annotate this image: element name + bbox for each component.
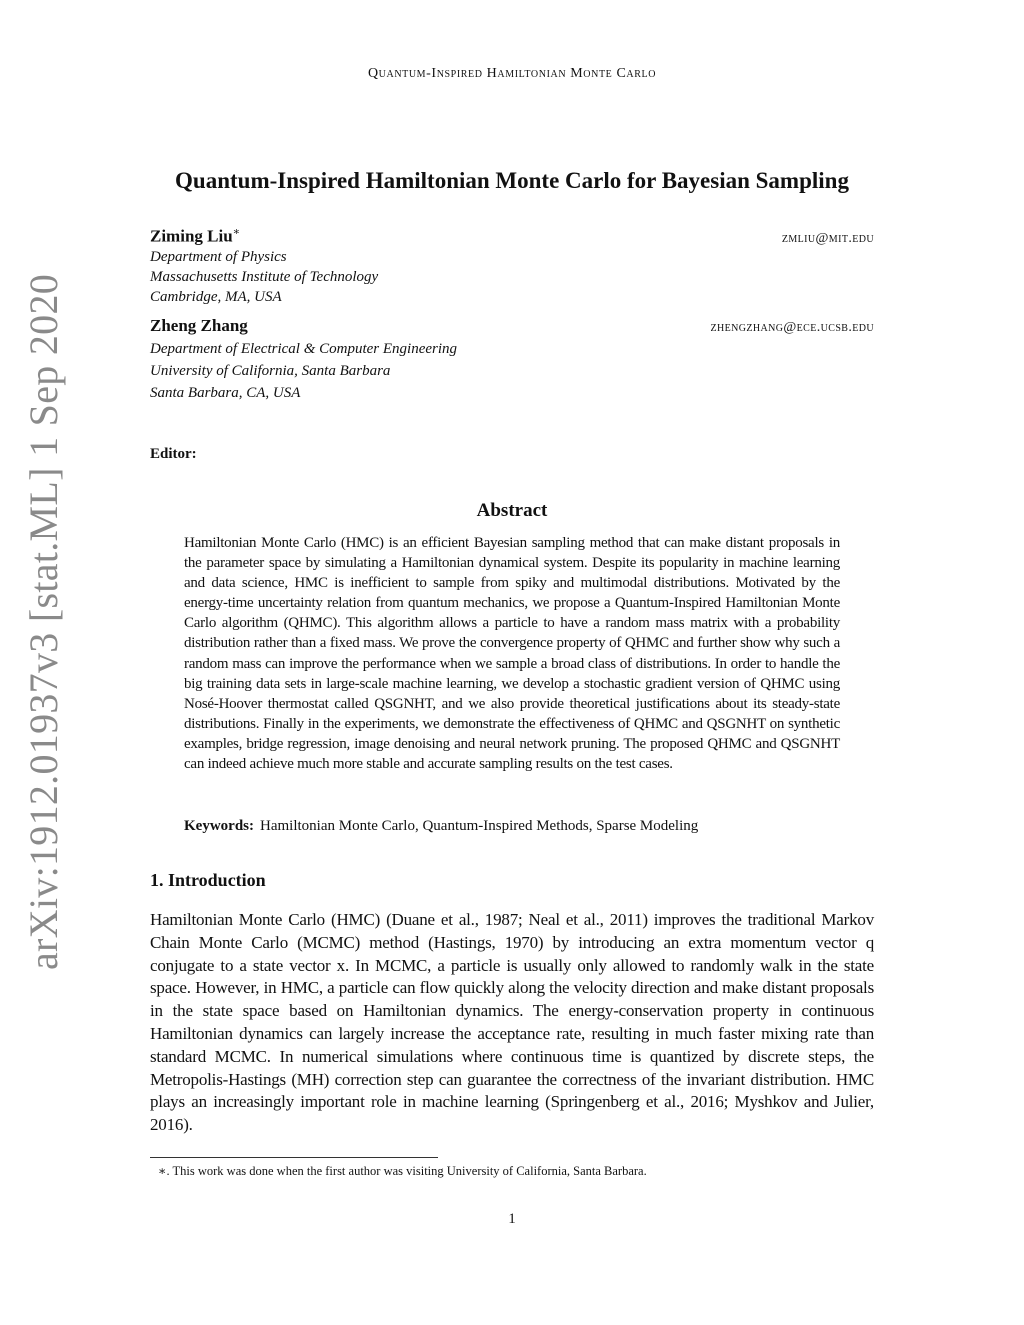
affiliation-line: Department of Physics: [150, 248, 287, 265]
section-heading: 1. Introduction: [150, 870, 266, 890]
author-name: Ziming Liu∗: [150, 226, 241, 246]
abstract-text: Hamiltonian Monte Carlo (HMC) is an efficient Bayesian sampling method that can make distant proposals in the parameter space by simulating a Hamiltonian dynamical system. Despite its popularity in machine learning and data science, HMC is inefficient to sample from spiky and multimodal distributions. Motivated by the energy-time uncertainty relation from quantum mechanics, we propose a Quantum-Inspired Hamiltonian Monte Carlo algorithm (QHMC). This algorithm allows a particle to have a random mass matrix with a probability distribution rather than a fixed mass. We prove the convergence property of QHMC and further show why such a random mass can improve the performance when we sample a broad class of distributions. In order to handle the big training data sets in large-scale machine learning, we develop a stochastic gradient version of QHMC using Nosé-Hoover thermostat called QSGNHT, and we also provide theoretical justifications about its steady-state distributions. Finally in the experiments, we demonstrate the effectiveness of QHMC and QSGNHT on synthetic examples, bridge regression, image denoising and neural network pruning. The proposed QHMC and QSGNHT can indeed achieve much more stable and accurate sampling results on the test cases.: [184, 535, 840, 773]
affiliation-line: Santa Barbara, CA, USA: [150, 385, 301, 401]
affiliation-line: University of California, Santa Barbara: [150, 363, 391, 379]
abstract-heading: Abstract: [476, 500, 548, 521]
author-block-2: [150, 316, 874, 403]
running-head: Quantum-Inspired Hamiltonian Monte Carlo: [367, 66, 657, 81]
author-email: zhengzhang@ece.ucsb.edu: [710, 320, 874, 335]
keywords-label: Keywords:: [184, 818, 254, 834]
arxiv-identifier-stamp: arXiv:1912.01937v3 [stat.ML] 1 Sep 2020: [21, 273, 66, 970]
keywords: [184, 818, 840, 835]
author-email: zmliu@mit.edu: [781, 230, 874, 246]
footnote: ∗. This work was done when the first author was visiting University of California, Santa Barbara.: [158, 1164, 647, 1178]
affiliation-line: Massachusetts Institute of Technology: [150, 268, 379, 285]
section-paragraph: Hamiltonian Monte Carlo (HMC) (Duane et al., 1987; Neal et al., 2011) improves the traditional Markov Chain Monte Carlo (MCMC) method (Hastings, 1970) by introducing an extra momentum vector q conjugate to a state vector x. In MCMC, a particle is usually only allowed to randomly walk in the state space. However, in HMC, a particle can flow quickly along the velocity direction and make distant proposals in the state space based on Hamiltonian dynamics. The energy-conservation property in continuous Hamiltonian dynamics can largely increase the acceptance rate, resulting in much faster mixing rate than standard MCMC. In numerical simulations where continuous time is quantized by discrete steps, the Metropolis-Hastings (MH) correction step can guarantee the correctness of the invariant distribution. HMC plays an increasingly important role in machine learning (Springenberg et al., 2016; Myshkov and Julier, 2016).: [150, 910, 874, 1135]
affiliation-line: Cambridge, MA, USA: [150, 288, 282, 305]
editor-label: Editor:: [150, 446, 197, 462]
author-block-1: [150, 225, 874, 307]
keywords-text: Hamiltonian Monte Carlo, Quantum-Inspired Methods, Sparse Modeling: [260, 818, 699, 834]
footnote-mark: ∗: [232, 226, 241, 238]
paper-title: Quantum-Inspired Hamiltonian Monte Carlo for Bayesian Sampling: [175, 168, 849, 193]
page-number: 1: [508, 1211, 516, 1227]
author-name: Zheng Zhang: [150, 316, 248, 335]
affiliation-line: Department of Electrical & Computer Engineering: [150, 341, 458, 357]
footnote-rule: [150, 1157, 438, 1158]
